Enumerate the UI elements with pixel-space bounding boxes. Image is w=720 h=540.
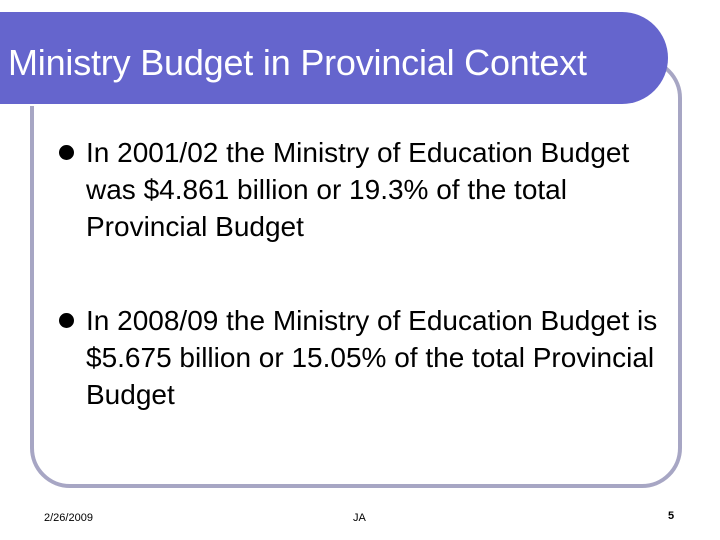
footer-author: JA xyxy=(353,512,366,524)
footer-date: 2/26/2009 xyxy=(44,512,93,524)
title-underline xyxy=(8,104,638,106)
bullet-item xyxy=(56,302,676,413)
bullet-dot-icon xyxy=(59,313,74,328)
page-number: 5 xyxy=(668,510,675,522)
bullet-text: In 2008/09 the Ministry of Education Budget is $5.675 billion or 15.05% of the total Provincial Budget xyxy=(86,305,658,410)
bullet-item xyxy=(56,134,676,245)
bullet-dot-icon xyxy=(59,145,74,160)
title-bar xyxy=(0,12,668,104)
bullet-text: In 2001/02 the Ministry of Education Budget was $4.861 billion or 19.3% of the total Provincial Budget xyxy=(86,137,630,242)
slide-title: Ministry Budget in Provincial Context xyxy=(8,42,587,83)
bullet-list xyxy=(56,134,676,413)
